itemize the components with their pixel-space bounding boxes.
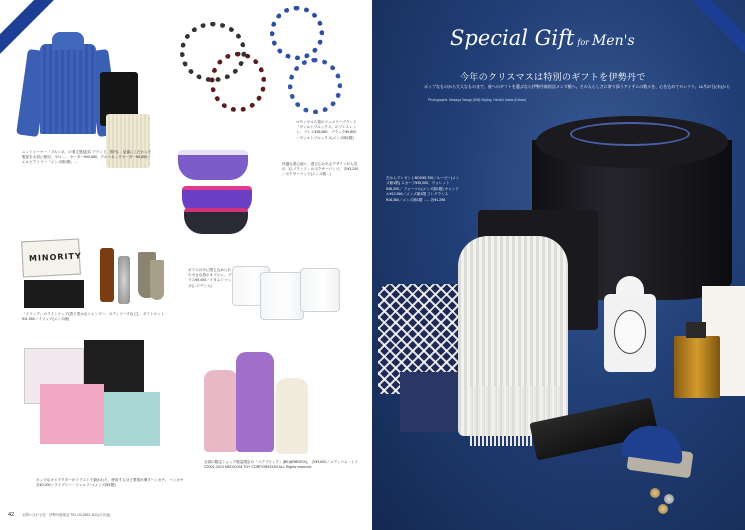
bracelet-photo <box>270 6 324 60</box>
handkerchief-caption: ポップなキャラクターがイラストで描かれた、使用するほど愛着が増すハンカチ。 ハンカチ各¥2,000／ライブリー・ジュエリー(メンズ館1階) <box>36 478 184 488</box>
handkerchief-photo <box>104 392 160 446</box>
bottle-photo <box>100 248 114 302</box>
bearbrick-photo <box>276 378 308 454</box>
bottle-photo <box>118 256 130 304</box>
corner-stripe <box>685 0 745 58</box>
bearbrick-caption: 全国の限定ショップ数量限定の「ベアブリック」(BE@RBRICK)。 各¥3,600／メディコム・トイ ©2001-2013 MEDICOM TOY CORPORATION ALL Rights reserved. <box>204 460 359 470</box>
title-script: Special Gift <box>450 26 575 50</box>
page-title <box>450 26 635 50</box>
candle-photo <box>600 276 660 372</box>
subtitle: 今年のクリスマスは特別のギフトを伊勢丹で <box>460 72 646 82</box>
title-men: Men's <box>591 33 635 49</box>
tube-photo <box>150 260 164 300</box>
right-caption: 左からプレゼントBOX¥5,700／ルービー(メンズ館1階) スカーフ¥35,000、ウォレット¥38,300／ フォーマル(メンズ館1階) キャンドル¥12,960／メンズ館1階 フレグランス¥18,360／メンズ館1階 ……各¥1,296 <box>386 176 460 202</box>
title-for: for <box>577 38 589 47</box>
glass-caption: ガラスの中に閉じ込められた小さな鳥のオブジェ。 グラス¥5,400／イタムシマンズ(レジデンス) <box>188 268 232 288</box>
underwear-caption: 快適な着心地と、遊び心のあるデザインが人気の「仏ブランド」のボクサーパンツ。 各¥3,240／ボクサーパンツ(メンズ館…) <box>282 162 359 177</box>
left-page <box>0 0 372 530</box>
right-page <box>372 0 745 530</box>
coin-photo <box>658 504 668 514</box>
book-photo <box>24 280 84 308</box>
page-number: 42 <box>8 512 15 518</box>
lead-text: ポップなものから大人なものまで、彼へのギフトを選ぶなら伊勢丹新宿店メンズ館へ。その人らしさに寄り添うアイテムの数々を、心を込めてセレクト。11月27日(水)から <box>424 84 731 89</box>
perfume-photo <box>674 322 720 398</box>
underwear-photo <box>178 150 248 180</box>
underwear-photo <box>184 208 248 234</box>
brand-box <box>21 239 81 278</box>
coin-photo <box>664 494 674 504</box>
bracelet-caption: ロサンゼルス発のジュエリーブランド「ヴィルトブルックス」のブレスレット。 ブレス¥38,880、ブラック¥9,800／ヴィルトブルックス(メンズ館1階) <box>296 120 357 140</box>
cosmetics-caption: 「イソップ」のラインナップ(香り豊かなシャンプー、ボディソープなど)。 ギフトセット¥11,550／イソップ(メンズ館) <box>22 312 165 322</box>
bearbrick-photo <box>204 370 238 452</box>
glass-jar-photo <box>260 272 304 320</box>
brand-box-text: MINORITY <box>28 251 82 264</box>
bearbrick-photo <box>236 352 274 452</box>
handkerchief-photo <box>40 384 104 444</box>
sweater-caption: ニットトーナー「プルンネ」の着丈感覚(彩 ブランド、着内)… 品番にこだわった製品を大切に使用、ポロ…… セーター¥40,880、クルーネックセーター¥8,800／エルビアトリー「メンズ館1階」… <box>22 150 152 165</box>
footer-text: お問い合わせ先 伊勢丹新宿店 TEL.03-3352-1111(大代表) <box>22 513 111 517</box>
bracelet-photo <box>210 52 266 112</box>
glass-jar-photo <box>300 268 340 312</box>
coin-photo <box>650 488 660 498</box>
photo-credit: Photographs: Masaya Takagi (Still) Styling: Hiroshi Inada (Eclare) <box>428 98 527 102</box>
bracelet-photo <box>288 58 342 114</box>
